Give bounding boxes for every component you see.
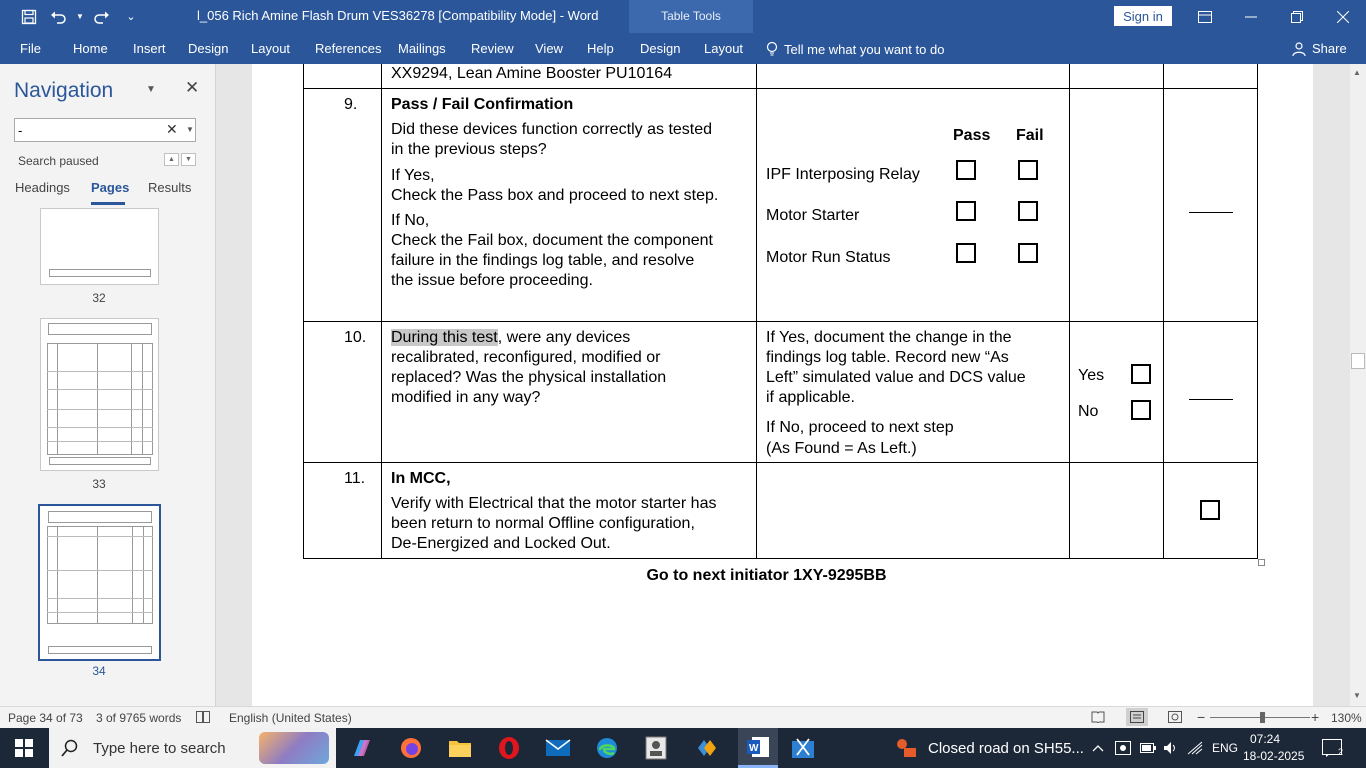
mini-footer: [49, 457, 151, 465]
mail-icon[interactable]: [542, 732, 574, 764]
step-10-text-rest: , were any devices: [497, 329, 631, 346]
mini-footer: [48, 646, 152, 654]
next-initiator-text: Go to next initiator 1XY-9295BB: [646, 567, 887, 584]
search-highlight-icon[interactable]: [259, 732, 329, 764]
restore-icon[interactable]: [1274, 0, 1320, 33]
yes-checkbox[interactable]: [1131, 364, 1151, 384]
volume-icon[interactable]: [1163, 728, 1179, 768]
page-thumbnails: [0, 208, 215, 706]
notification-count: 2: [1338, 747, 1344, 757]
previous-row-text: XX9294, Lean Amine Booster PU10164: [391, 65, 673, 82]
previous-result-icon[interactable]: ▲: [164, 153, 179, 166]
tab-file[interactable]: File: [20, 41, 41, 56]
step-9-text: the issue before proceeding.: [391, 272, 593, 289]
step-10-text: recalibrated, reconfigured, modified or: [391, 349, 661, 366]
complete-checkbox[interactable]: [1200, 500, 1220, 520]
mini-header: [48, 511, 152, 523]
fail-checkbox[interactable]: [1018, 243, 1038, 263]
table-tools-label: Table Tools: [661, 9, 721, 23]
undo-dropdown-icon[interactable]: ▼: [76, 12, 84, 21]
scrollbar-thumb[interactable]: [1351, 353, 1365, 369]
app-diamond-icon[interactable]: [689, 732, 721, 764]
zoom-slider-knob[interactable]: [1260, 712, 1265, 723]
step-10-text: modified in any way?: [391, 389, 541, 406]
step-number-9: 9.: [344, 96, 358, 113]
device-label: Motor Run Status: [766, 249, 891, 266]
tab-layout[interactable]: Layout: [251, 41, 291, 56]
search-icon: [61, 739, 79, 757]
undo-icon[interactable]: [44, 0, 74, 33]
edge-icon[interactable]: [591, 732, 623, 764]
ribbon-display-options-icon[interactable]: [1182, 0, 1228, 33]
page-number-33: 33: [92, 477, 106, 491]
step-10-criteria: if applicable.: [766, 389, 855, 406]
device-label: Motor Starter: [766, 207, 860, 224]
save-icon[interactable]: [14, 0, 44, 33]
pass-checkbox[interactable]: [956, 201, 976, 221]
zoom-out-icon[interactable]: −: [1197, 709, 1206, 725]
page-number-34: 34: [92, 664, 106, 678]
yes-label: Yes: [1078, 367, 1105, 384]
meet-now-icon[interactable]: [1115, 728, 1131, 768]
pass-checkbox[interactable]: [956, 243, 976, 263]
file-explorer-icon[interactable]: [444, 732, 476, 764]
share-button[interactable]: [1292, 41, 1347, 56]
scroll-up-icon[interactable]: ▲: [1353, 68, 1361, 77]
no-checkbox[interactable]: [1131, 400, 1151, 420]
navigation-search-input[interactable]: [18, 121, 158, 139]
quick-access-toolbar: [0, 0, 146, 33]
fail-checkbox[interactable]: [1018, 201, 1038, 221]
word-icon[interactable]: [738, 728, 778, 768]
pass-column-label: Pass: [953, 127, 991, 144]
step-10-criteria: findings log table. Record new “As: [766, 349, 1009, 366]
tab-insert[interactable]: Insert: [133, 41, 166, 56]
no-label: No: [1078, 403, 1099, 420]
step-9-text: Did these devices function correctly as tested: [391, 121, 713, 138]
step-9-text: If No,: [391, 212, 430, 229]
clock-date[interactable]: 18-02-2025: [1243, 749, 1305, 763]
step-10-criteria: If No, proceed to next step: [766, 419, 954, 436]
search-options-icon[interactable]: ▼: [186, 125, 194, 134]
step-9-text: If Yes,: [391, 167, 435, 184]
step-11-text: De-Energized and Locked Out.: [391, 535, 611, 552]
step-9-text: in the previous steps?: [391, 141, 547, 158]
mini-header: [48, 323, 152, 335]
step-10-text: replaced? Was the physical installation: [391, 369, 667, 386]
web-layout-icon[interactable]: [1168, 711, 1182, 726]
clear-search-icon[interactable]: ✕: [166, 121, 178, 137]
read-mode-icon[interactable]: [1091, 711, 1105, 726]
navigation-title: Navigation: [14, 79, 114, 102]
navigation-search-box[interactable]: [14, 118, 196, 142]
tab-help[interactable]: Help: [587, 41, 614, 56]
tab-home[interactable]: Home: [73, 41, 108, 56]
notification-center[interactable]: [1322, 728, 1343, 768]
app-calculator-icon[interactable]: [640, 732, 672, 764]
mini-footer: [49, 269, 151, 277]
zoom-level[interactable]: 130%: [1331, 711, 1362, 725]
redo-icon[interactable]: [86, 0, 116, 33]
taskbar: [0, 728, 1366, 768]
next-result-icon[interactable]: ▼: [181, 153, 196, 166]
share-label: Share: [1312, 41, 1347, 56]
firefox-icon[interactable]: [395, 732, 427, 764]
snipping-tool-icon[interactable]: [787, 732, 819, 764]
battery-icon[interactable]: [1140, 728, 1156, 768]
opera-icon[interactable]: [493, 732, 525, 764]
show-hidden-icons[interactable]: [1092, 728, 1104, 768]
news-alert-icon: [894, 737, 918, 759]
customize-qat-icon[interactable]: ⌄: [126, 11, 136, 23]
selected-text[interactable]: During this test: [391, 329, 498, 346]
scroll-down-icon[interactable]: ▼: [1353, 691, 1361, 700]
news-headline: Closed road on SH55...: [928, 739, 1084, 757]
window-title: l_056 Rich Amine Flash Drum VES36278 [Compatibility Mode] - Word: [197, 8, 599, 23]
step-10-criteria: If Yes, document the change in the: [766, 329, 1012, 346]
sign-in-button[interactable]: Sign in: [1114, 6, 1172, 26]
taskbar-search-placeholder: Type here to search: [93, 739, 226, 757]
step-11-text: Verify with Electrical that the motor starter has: [391, 495, 717, 512]
clock-time[interactable]: 07:24: [1250, 732, 1281, 746]
page-number-32: 32: [92, 291, 106, 305]
close-icon[interactable]: [1320, 0, 1366, 33]
pass-checkbox[interactable]: [956, 160, 976, 180]
tab-results[interactable]: Results: [148, 180, 192, 195]
tab-pages[interactable]: Pages: [91, 180, 130, 195]
step-9-text: Check the Pass box and proceed to next step.: [391, 187, 719, 204]
network-icon[interactable]: [1187, 728, 1203, 768]
word-count[interactable]: 3 of 9765 words: [96, 711, 182, 725]
step-10-criteria: Left” simulated value and DCS value: [766, 369, 1026, 386]
step-11-title: In MCC,: [391, 470, 451, 487]
minimize-icon[interactable]: [1228, 0, 1274, 33]
zoom-in-icon[interactable]: +: [1311, 709, 1320, 725]
page-thumbnail-32[interactable]: [40, 208, 159, 285]
initial-line: [1189, 399, 1233, 400]
tab-design[interactable]: Design: [188, 41, 229, 56]
fail-column-label: Fail: [1016, 127, 1044, 144]
page-thumbnail-33[interactable]: [40, 318, 159, 471]
tell-me-label: Tell me what you want to do: [784, 41, 945, 57]
mini-table: [47, 343, 153, 455]
news-widget[interactable]: [894, 728, 1084, 768]
tab-table-design[interactable]: Design: [640, 41, 681, 56]
proofing-icon[interactable]: [196, 711, 210, 726]
page-count[interactable]: Page 34 of 73: [8, 711, 83, 725]
lightbulb-icon: [766, 41, 778, 57]
chevron-up-icon: [1092, 744, 1104, 752]
close-pane-icon[interactable]: ✕: [185, 78, 200, 97]
print-layout-icon[interactable]: [1126, 708, 1148, 726]
active-tab-indicator: [91, 202, 125, 205]
search-status: Search paused: [18, 154, 99, 168]
ribbon-tabs: [0, 33, 1366, 64]
fail-checkbox[interactable]: [1018, 160, 1038, 180]
tab-mailings[interactable]: Mailings: [398, 41, 446, 56]
initial-line: [1189, 212, 1233, 213]
pane-options-icon[interactable]: ▼: [146, 84, 156, 95]
status-bar: [0, 706, 1366, 728]
windows-start-icon[interactable]: [8, 732, 40, 764]
table-resize-handle[interactable]: [1258, 559, 1265, 566]
tab-headings[interactable]: Headings: [15, 180, 70, 195]
step-number-10: 10.: [344, 329, 367, 346]
tab-view[interactable]: View: [535, 41, 563, 56]
language[interactable]: English (United States): [229, 711, 352, 725]
page-thumbnail-34[interactable]: [38, 504, 161, 661]
tab-review[interactable]: Review: [471, 41, 514, 56]
step-11-text: been return to normal Offline configuration,: [391, 515, 695, 532]
person-icon: [1292, 42, 1306, 56]
taskbar-search-box[interactable]: [49, 728, 336, 768]
step-10-criteria: (As Found = As Left.): [766, 440, 917, 457]
tell-me-search[interactable]: [766, 41, 944, 57]
step-number-11: 11.: [344, 470, 366, 487]
device-label: IPF Interposing Relay: [766, 166, 920, 183]
svg-text:W: W: [749, 742, 759, 754]
tab-references[interactable]: References: [315, 41, 382, 56]
step-9-title: Pass / Fail Confirmation: [391, 96, 574, 113]
tab-table-layout[interactable]: Layout: [704, 41, 744, 56]
navigation-pane: [0, 64, 216, 706]
step-9-text: failure in the findings log table, and resolve: [391, 252, 695, 269]
mini-table: [47, 526, 153, 624]
step-9-text: Check the Fail box, document the component: [391, 232, 713, 249]
step-10-text: [391, 328, 630, 348]
copilot-icon[interactable]: [346, 732, 378, 764]
input-language[interactable]: ENG: [1212, 741, 1239, 755]
vertical-scrollbar[interactable]: [1350, 64, 1366, 706]
